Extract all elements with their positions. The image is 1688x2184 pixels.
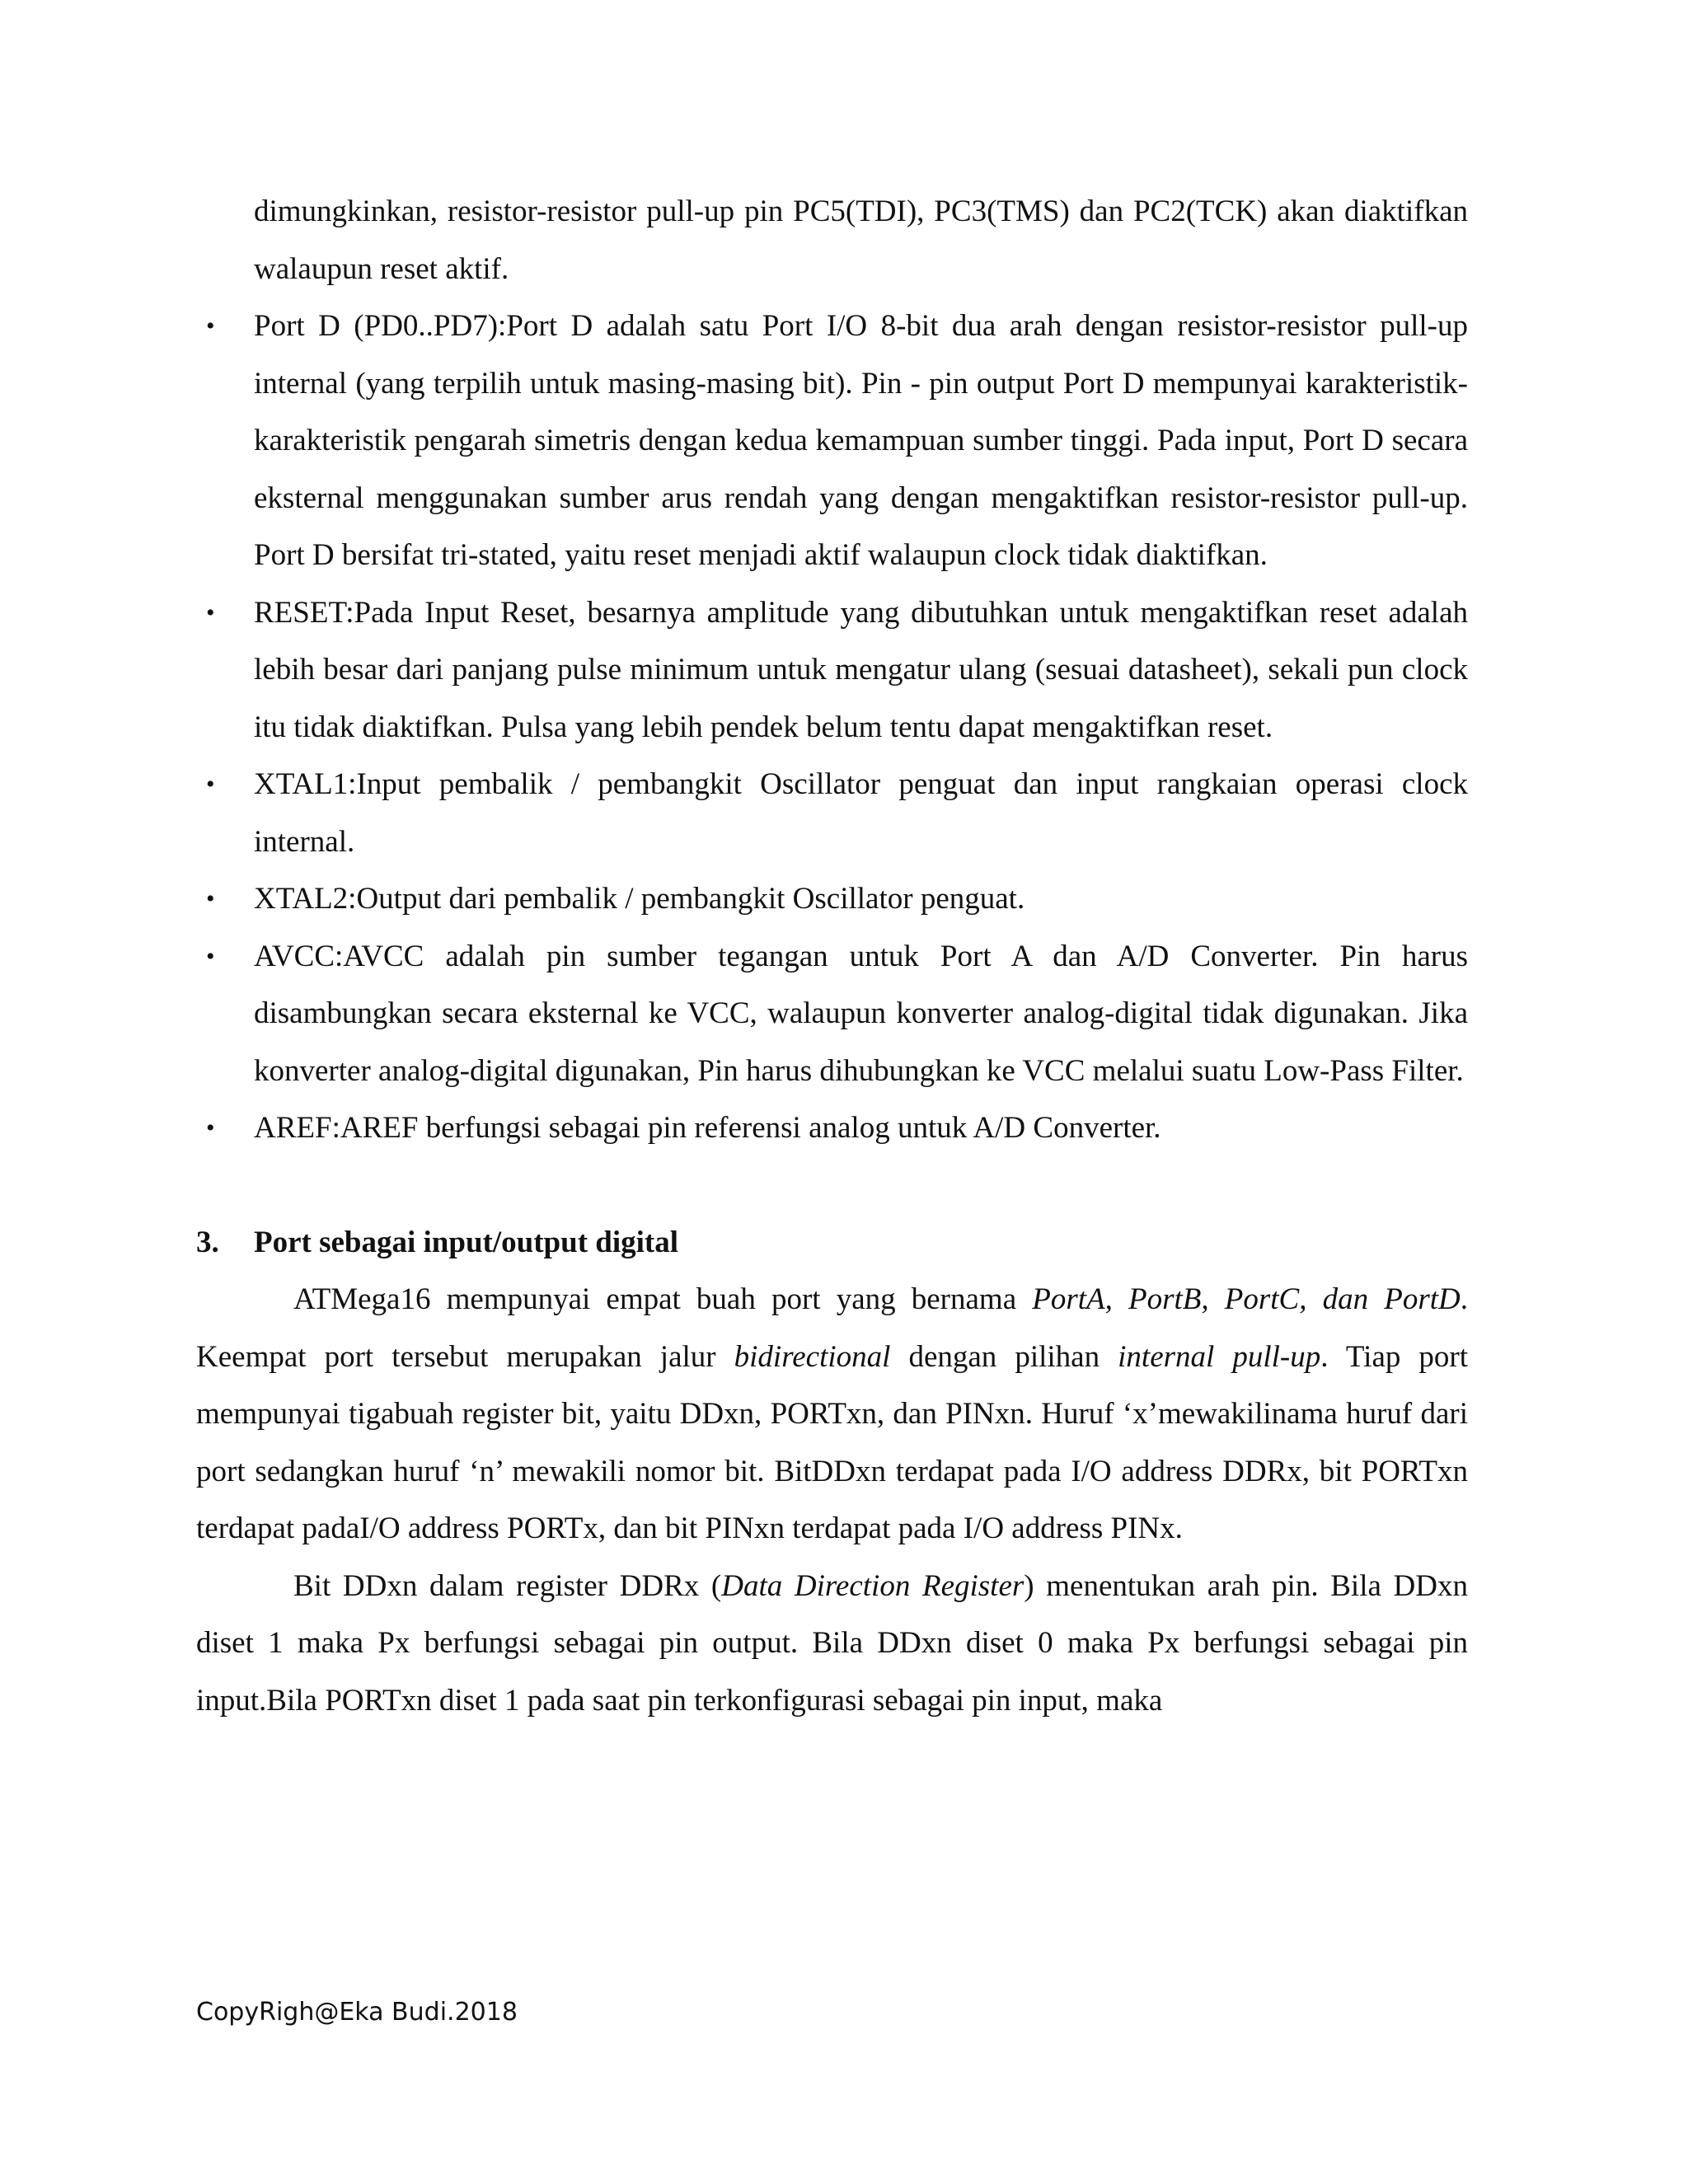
page-footer: CopyRigh@Eka Budi.2018	[196, 1998, 518, 2027]
italic-term: internal pull-up	[1118, 1339, 1321, 1374]
italic-term: PortA, PortB, PortC, dan PortD	[1032, 1282, 1461, 1316]
section-heading	[196, 1214, 1468, 1272]
list-item-text: AREF:AREF berfungsi sebagai pin referensi analog untuk A/D Converter.	[254, 1111, 1161, 1145]
bullet-icon: •	[206, 885, 215, 912]
list-item-text: RESET:Pada Input Reset, besarnya amplitude yang dibutuhkan untuk mengaktifkan reset adalah lebih besar dari panjang pulse minimum untuk mengatur ulang (sesuai datasheet), sekali pun clock itu tidak diaktifkan. Pulsa yang lebih pendek belum tentu dapat mengaktifkan reset.	[254, 595, 1468, 744]
page-content	[196, 183, 1468, 1729]
list-item-text: XTAL1:Input pembalik / pembangkit Oscillator penguat dan input rangkaian operasi clock internal.	[254, 767, 1468, 859]
text-run: . Keempat port tersebut merupakan jalur	[196, 1282, 1468, 1374]
bullet-icon: •	[206, 771, 215, 798]
body-paragraph-ports	[196, 1271, 1468, 1558]
text-run: ATMega16 mempunyai empat buah port yang bernama	[293, 1282, 1033, 1316]
list-item	[196, 584, 1468, 757]
bullet-icon: •	[206, 598, 215, 626]
text-run: . Tiap port mempunyai tigabuah register bit, yaitu DDxn, PORTxn, dan PINxn. Huruf ‘x’mewakilinama huruf dari port sedangkan huruf ‘n’ mewakili nomor bit. BitDDxn terdapat pada I/O address DDRx, bit PORTxn terdapat padaI/O address PORTx, dan bit PINxn terdapat pada I/O address PINx.	[196, 1339, 1469, 1545]
list-item-text: AVCC:AVCC adalah pin sumber tegangan untuk Port A dan A/D Converter. Pin harus disambungkan secara eksternal ke VCC, walaupun konverter analog-digital tidak digunakan. Jika konverter analog-digital digunakan, Pin harus dihubungkan ke VCC melalui suatu Low-Pass Filter.	[254, 939, 1468, 1088]
section-number: 3.	[196, 1225, 219, 1259]
list-item-text: Port D (PD0..PD7):Port D adalah satu Port I/O 8-bit dua arah dengan resistor-resistor pull-up internal (yang terpilih untuk masing-masing bit). Pin - pin output Port D mempunyai karakteristik-karakteristik pengarah simetris dengan kedua kemampuan sumber tinggi. Pada input, Port D secara eksternal menggunakan sumber arus rendah yang dengan mengaktifkan resistor-resistor pull-up. Port D bersifat tri-stated, yaitu reset menjadi aktif walaupun clock tidak diaktifkan.	[254, 309, 1468, 572]
text-run: dengan pilihan	[890, 1339, 1118, 1374]
bullet-icon: •	[206, 942, 215, 970]
bullet-icon: •	[206, 1114, 215, 1141]
italic-term: bidirectional	[734, 1339, 891, 1374]
continuation-paragraph: dimungkinkan, resistor-resistor pull-up pin PC5(TDI), PC3(TMS) dan PC2(TCK) akan diaktifkan walaupun reset aktif.	[254, 194, 1468, 286]
list-item	[196, 756, 1468, 870]
bullet-icon: •	[206, 312, 215, 340]
text-run: Bit DDxn dalam register DDRx (	[293, 1568, 722, 1603]
text-run: ) menentukan arah pin. Bila DDxn diset 1 maka Px berfungsi sebagai pin output. Bila DDxn diset 0 maka Px berfungsi sebagai pin input.Bila PORTxn diset 1 pada saat pin terkonfigurasi sebagai pin input, maka	[196, 1568, 1468, 1718]
body-paragraph-ddxn	[196, 1558, 1468, 1730]
list-item	[196, 928, 1468, 1100]
section-title: Port sebagai input/output digital	[254, 1225, 679, 1259]
italic-term: Data Direction Register	[721, 1568, 1025, 1603]
list-item	[196, 870, 1468, 928]
list-item	[196, 1099, 1468, 1157]
list-item	[196, 298, 1468, 584]
pin-description-list	[196, 298, 1468, 1157]
list-item-text: XTAL2:Output dari pembalik / pembangkit Oscillator penguat.	[254, 882, 1025, 916]
